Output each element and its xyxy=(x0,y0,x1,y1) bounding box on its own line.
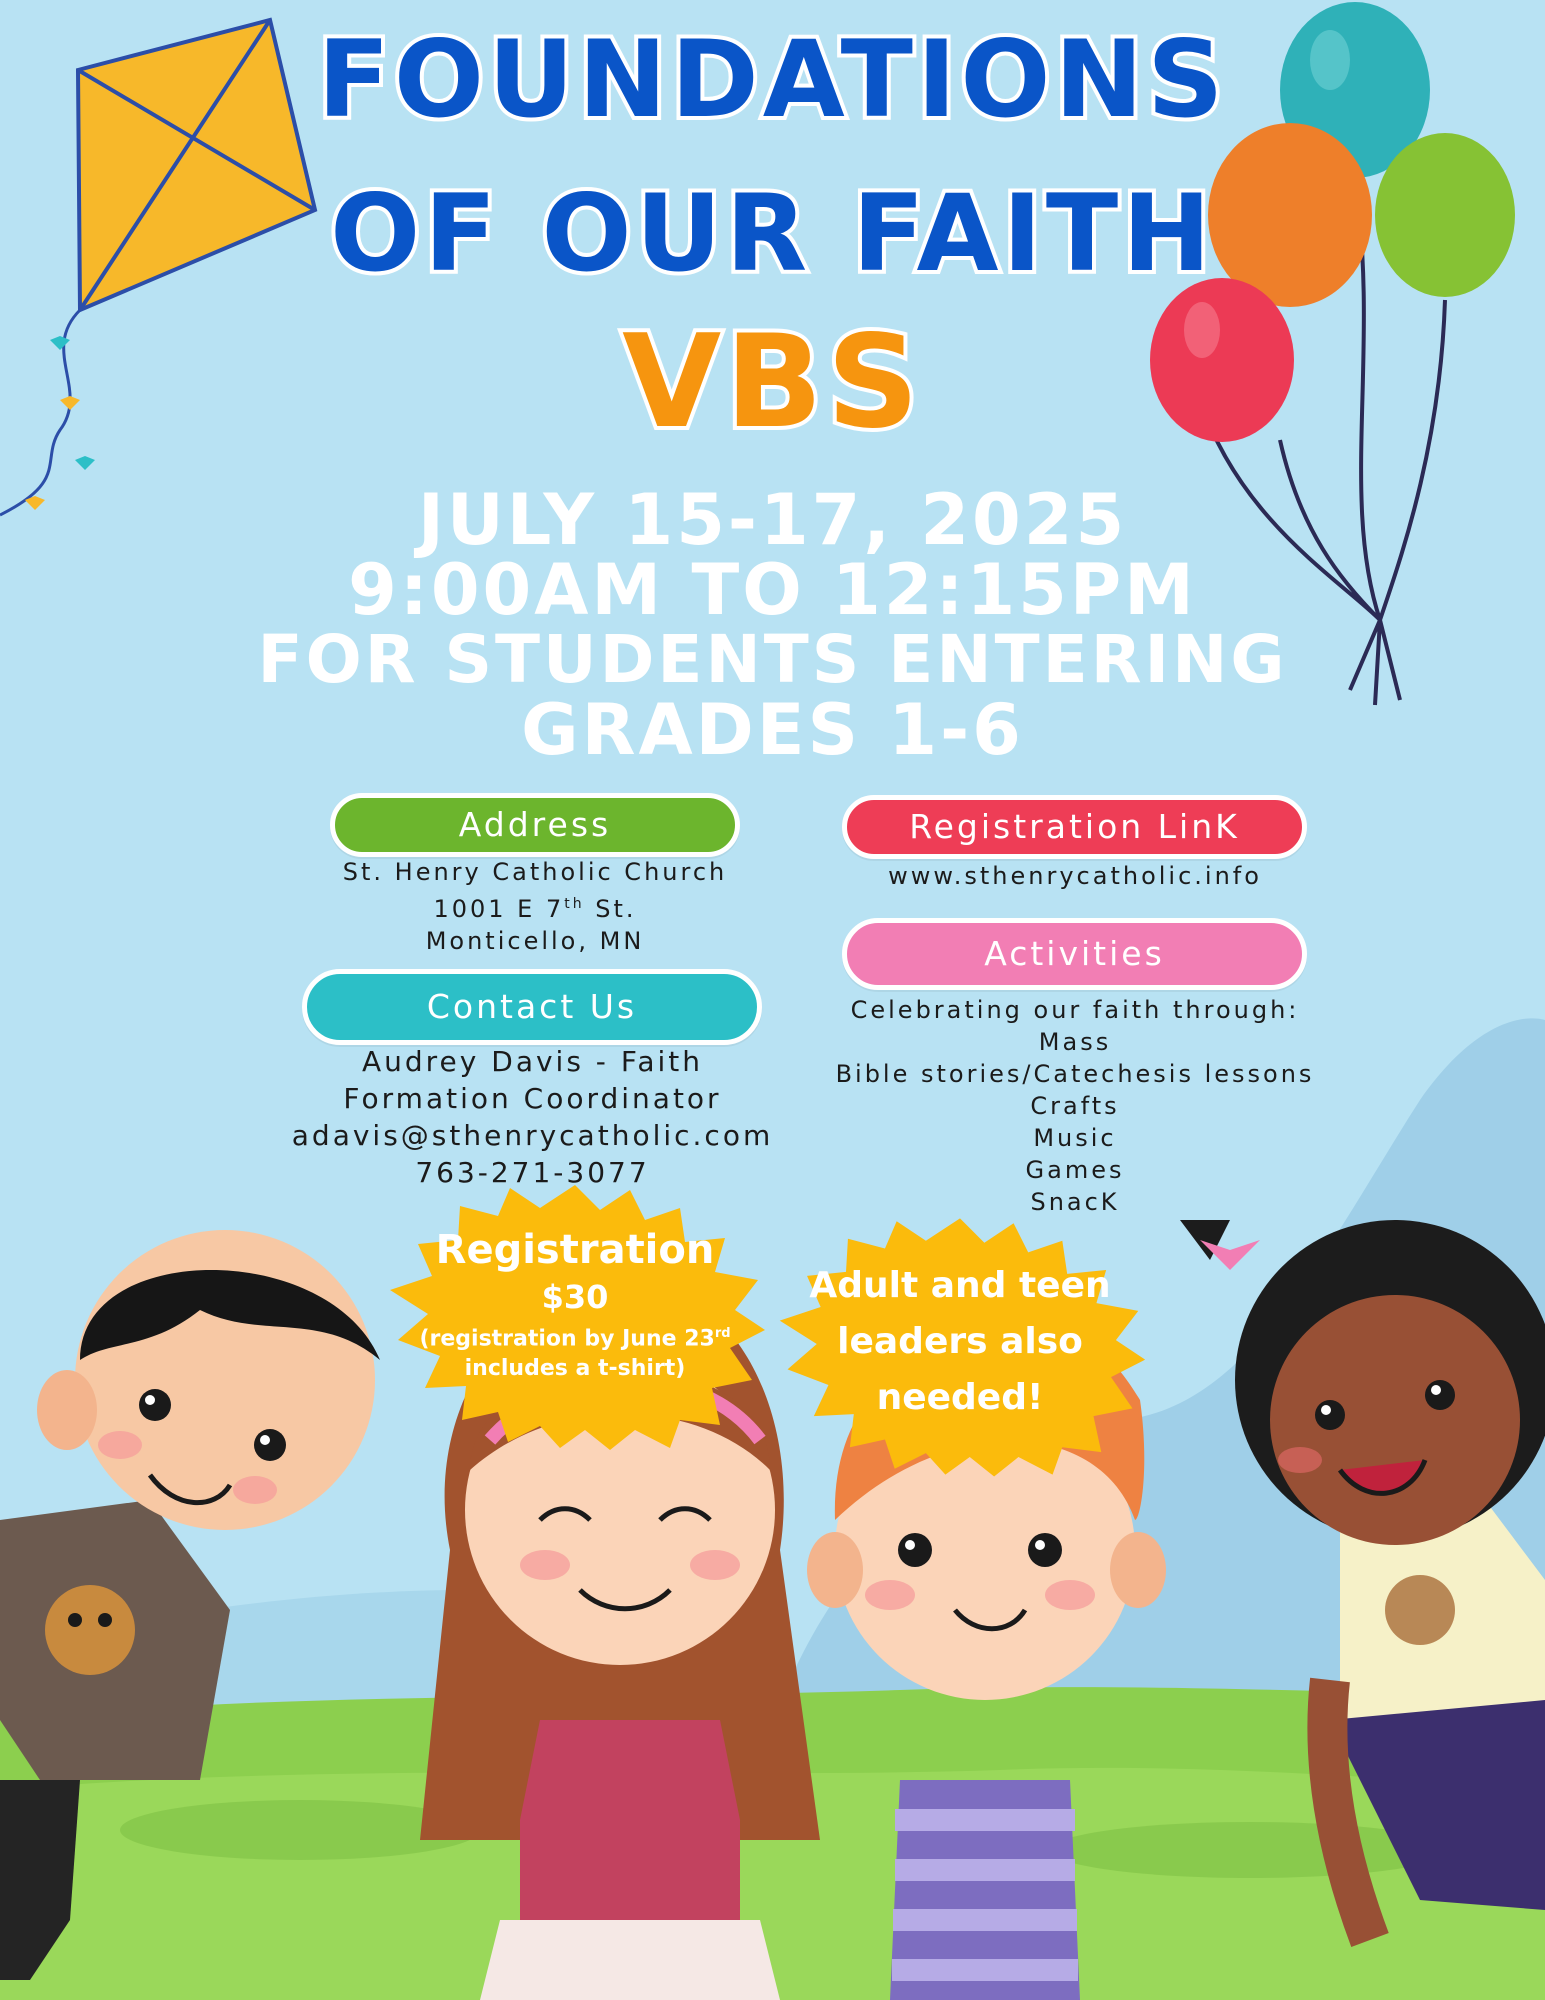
address-line-1: St. Henry Catholic Church xyxy=(342,858,728,886)
activity-item: SnacK xyxy=(1030,1188,1120,1216)
address-line-3: Monticello, MN xyxy=(425,927,645,955)
event-time: 9:00AM TO 12:15PM xyxy=(348,549,1197,631)
activity-item: Mass xyxy=(1038,1028,1112,1056)
event-dates: JULY 15-17, 2025 xyxy=(417,479,1128,561)
contact-email[interactable]: adavis@sthenrycatholic.com xyxy=(291,1119,774,1152)
registration-burst-price: $30 xyxy=(541,1278,609,1316)
title-line-1: FOUNDATIONS xyxy=(317,18,1228,141)
activity-item: Music xyxy=(1033,1124,1117,1152)
address-line-2: 1001 E 7th St. xyxy=(433,895,637,923)
leaders-burst-line-1: Adult and teen xyxy=(809,1265,1111,1306)
leaders-burst xyxy=(790,1258,1130,1426)
contact-label: Contact Us xyxy=(426,987,638,1026)
contact-name: Audrey Davis - Faith xyxy=(361,1045,704,1078)
registration-burst-note-line-1: (registration by June 23rd xyxy=(419,1326,731,1352)
registration-link-label: Registration LinK xyxy=(909,807,1240,846)
title-line-2: OF OUR FAITH xyxy=(330,172,1215,295)
registration-burst-note-line-2: includes a t-shirt) xyxy=(464,1356,686,1382)
leaders-burst-line-3: needed! xyxy=(876,1377,1044,1418)
address-label: Address xyxy=(458,805,612,844)
contact-phone[interactable]: 763-271-3077 xyxy=(415,1156,650,1189)
registration-burst xyxy=(395,1225,755,1384)
activity-item: Games xyxy=(1025,1156,1125,1184)
contact-block xyxy=(270,1043,795,1191)
activity-item: Bible stories/Catechesis lessons xyxy=(835,1060,1315,1088)
activities-pill xyxy=(842,918,1307,990)
title-vbs: VBS xyxy=(622,308,923,457)
leaders-burst-line-2: leaders also xyxy=(837,1321,1083,1362)
activity-item: Crafts xyxy=(1030,1092,1120,1120)
address-block xyxy=(300,856,770,957)
activities-list xyxy=(800,994,1350,1218)
registration-link-url[interactable]: www.sthenrycatholic.info xyxy=(888,862,1262,890)
event-audience-line-2: GRADES 1-6 xyxy=(521,689,1024,771)
contact-pill xyxy=(302,969,762,1045)
activities-intro: Celebrating our faith through: xyxy=(850,996,1300,1024)
event-audience-line-1: FOR STUDENTS ENTERING xyxy=(257,621,1288,698)
activities-label: Activities xyxy=(984,934,1165,973)
address-pill xyxy=(330,793,740,857)
registration-burst-heading: Registration xyxy=(435,1227,715,1273)
registration-link-pill xyxy=(842,795,1307,859)
contact-title: Formation Coordinator xyxy=(343,1082,722,1115)
